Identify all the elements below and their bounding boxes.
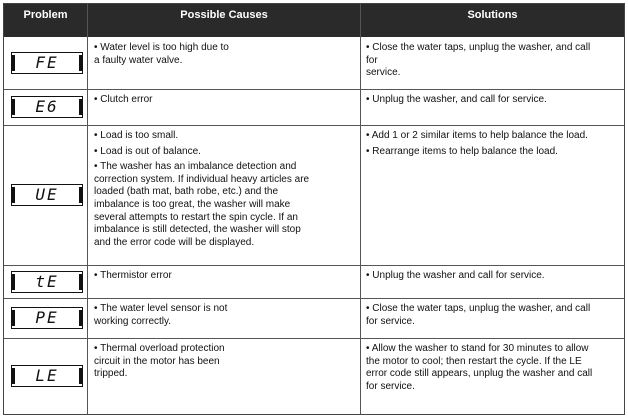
row-divider [4,298,624,299]
possible-causes-cell [94,94,356,110]
cause-item: • Thermistor error [94,270,172,281]
error-code-text: PE [35,308,59,327]
error-code-display [11,96,83,118]
error-code-text: FE [35,53,59,72]
display-bracket-right [79,99,82,115]
row-divider [4,125,624,126]
error-code-display [11,307,83,329]
error-code-table [3,3,625,415]
error-code-display [11,271,83,293]
solution-item: • Close the water taps, unplug the washer, and call for service. [366,42,591,79]
table-header [4,4,624,37]
header-problem: Problem [23,9,68,21]
solutions-cell [366,94,622,110]
solution-item: • Unplug the washer and call for service. [366,270,545,281]
possible-causes-cell [94,343,356,384]
display-bracket-right [79,187,82,203]
display-bracket-right [79,368,82,384]
possible-causes-cell [94,42,356,70]
display-bracket-right [79,310,82,326]
row-divider [4,338,624,339]
error-code-display [11,52,83,74]
cause-item: • The washer has an imbalance detection and correction system. If individual heavy articles are loaded (bath mat, bath robe, etc.) and the imbalance is too great, the washer will make several attempts to restart the spin cycle. If an imbalance is still detected, the washer will stop and the error code will be displayed. [94,161,310,248]
cause-item: • Thermal overload protection circuit in the motor has been tripped. [94,343,225,380]
error-code-display [11,365,83,387]
solutions-cell [366,130,622,161]
cause-item: • Load is too small. [94,130,179,141]
solutions-cell [366,343,622,396]
error-code-text: UE [35,185,59,204]
error-code-text: LE [35,366,59,385]
solution-item: • Close the water taps, unplug the washer, and call for service. [366,303,591,327]
column-divider [87,4,88,414]
possible-causes-cell [94,303,356,331]
error-code-text: tE [35,272,59,291]
header-possible-causes: Possible Causes [180,9,268,21]
solutions-cell [366,270,622,286]
display-bracket-right [79,274,82,290]
solutions-cell [366,42,622,83]
header-solutions: Solutions [467,9,518,21]
possible-causes-cell [94,270,356,286]
solution-item: • Add 1 or 2 similar items to help balance the load. [366,130,588,141]
cause-item: • Load is out of balance. [94,145,201,157]
solution-item: • Rearrange items to help balance the load. [366,145,558,157]
display-bracket-right [79,55,82,71]
error-code-display [11,184,83,206]
row-divider [4,89,624,90]
column-divider [360,4,361,414]
solutions-cell [366,303,622,331]
solution-item: • Allow the washer to stand for 30 minutes to allow the motor to cool; then restart the cycle. If the LE error code still appears, unplug the washer and call for service. [366,343,593,392]
error-code-text: E6 [35,97,59,116]
cause-item: • Water level is too high due to a faulty water valve. [94,42,229,66]
cause-item: • The water level sensor is not working correctly. [94,303,228,327]
possible-causes-cell [94,130,356,252]
cause-item: • Clutch error [94,94,153,105]
solution-item: • Unplug the washer, and call for service. [366,94,547,105]
row-divider [4,265,624,266]
